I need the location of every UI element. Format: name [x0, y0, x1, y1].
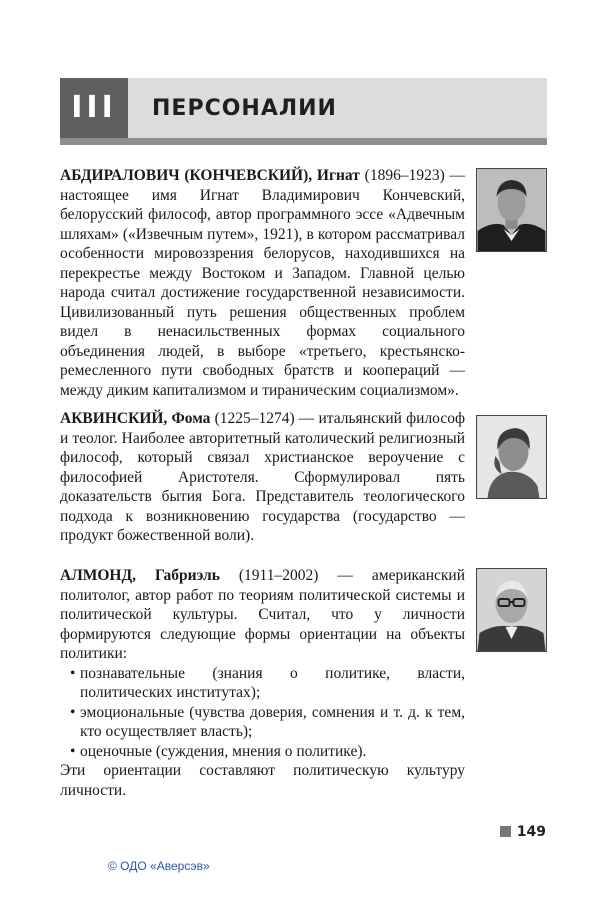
entry-abdiralovich — [60, 166, 547, 400]
entry-text — [60, 166, 465, 400]
list-item: • познавательные (знания о политике, власти, политических институтах); — [60, 664, 465, 703]
person-name: АКВИНСКИЙ, Фома — [60, 410, 211, 427]
section-header — [60, 78, 547, 145]
entry-closing: Эти ориентации составляют политическую культуру личности. — [60, 762, 465, 799]
orientation-list — [60, 664, 465, 762]
section-title: ПЕРСОНАЛИИ — [152, 96, 337, 121]
portrait-abdiralovich — [476, 168, 547, 252]
page-number: 149 — [500, 824, 546, 840]
portrait-image — [477, 416, 546, 498]
entry-text — [60, 566, 465, 664]
portrait-image — [477, 169, 546, 251]
entry-description: (1911–2002) — американский политолог, автор работ по теориям политической системы и политической культуры. Считал, что у личности формируются следующие формы ориентации на объекты политики: — [60, 567, 465, 662]
section-number: III — [60, 78, 128, 138]
publisher-footer: © ОДО «Аверсэв» — [108, 859, 210, 873]
entry-description: (1896–1923) — настоящее имя Игнат Владимирович Кончевский, белорусский философ, автор программного эссе «Адвечным шляхам» («Извечным путем», 1921), в котором рассматривал особенности мировоззрения белорусов, находившихся на перекрестье между Востоком и Западом. Главной целью народа считал достижение государственной независимости. Цивилизованный путь решения общественных проблем видел в ненасильственных формах социального объединения людей, в выборе «третьего, крестьянско-ремесленного пути свободных братств и коопераций — между диким капитализмом и тираническим социализмом». — [60, 167, 465, 399]
entry-text — [60, 409, 465, 546]
portrait-almond — [476, 568, 547, 652]
portrait-akvinsky — [476, 415, 547, 499]
person-name: АБДИРАЛОВИЧ (КОНЧЕВСКИЙ), Игнат — [60, 167, 360, 184]
page-marker-square — [500, 826, 511, 837]
entry-description: (1225–1274) — итальянский философ и теолог. Наиболее авторитетный католический религиозный философ, который связал христианское вероучение с философией Аристотеля. Сформулировал пять доказательств бытия Бога. Представитель теологического подхода к возникновению государства (государство — продукт божественной воли). — [60, 410, 465, 544]
entry-almond — [60, 566, 547, 800]
list-item: • эмоциональные (чувства доверия, сомнения и т. д. к тем, кто осуществляет власть); — [60, 703, 465, 742]
list-item: • оценочные (суждения, мнения о политике). — [60, 742, 465, 762]
entry-akvinsky — [60, 409, 547, 546]
person-name: АЛМОНД, Габриэль — [60, 567, 220, 584]
portrait-image — [477, 569, 546, 651]
